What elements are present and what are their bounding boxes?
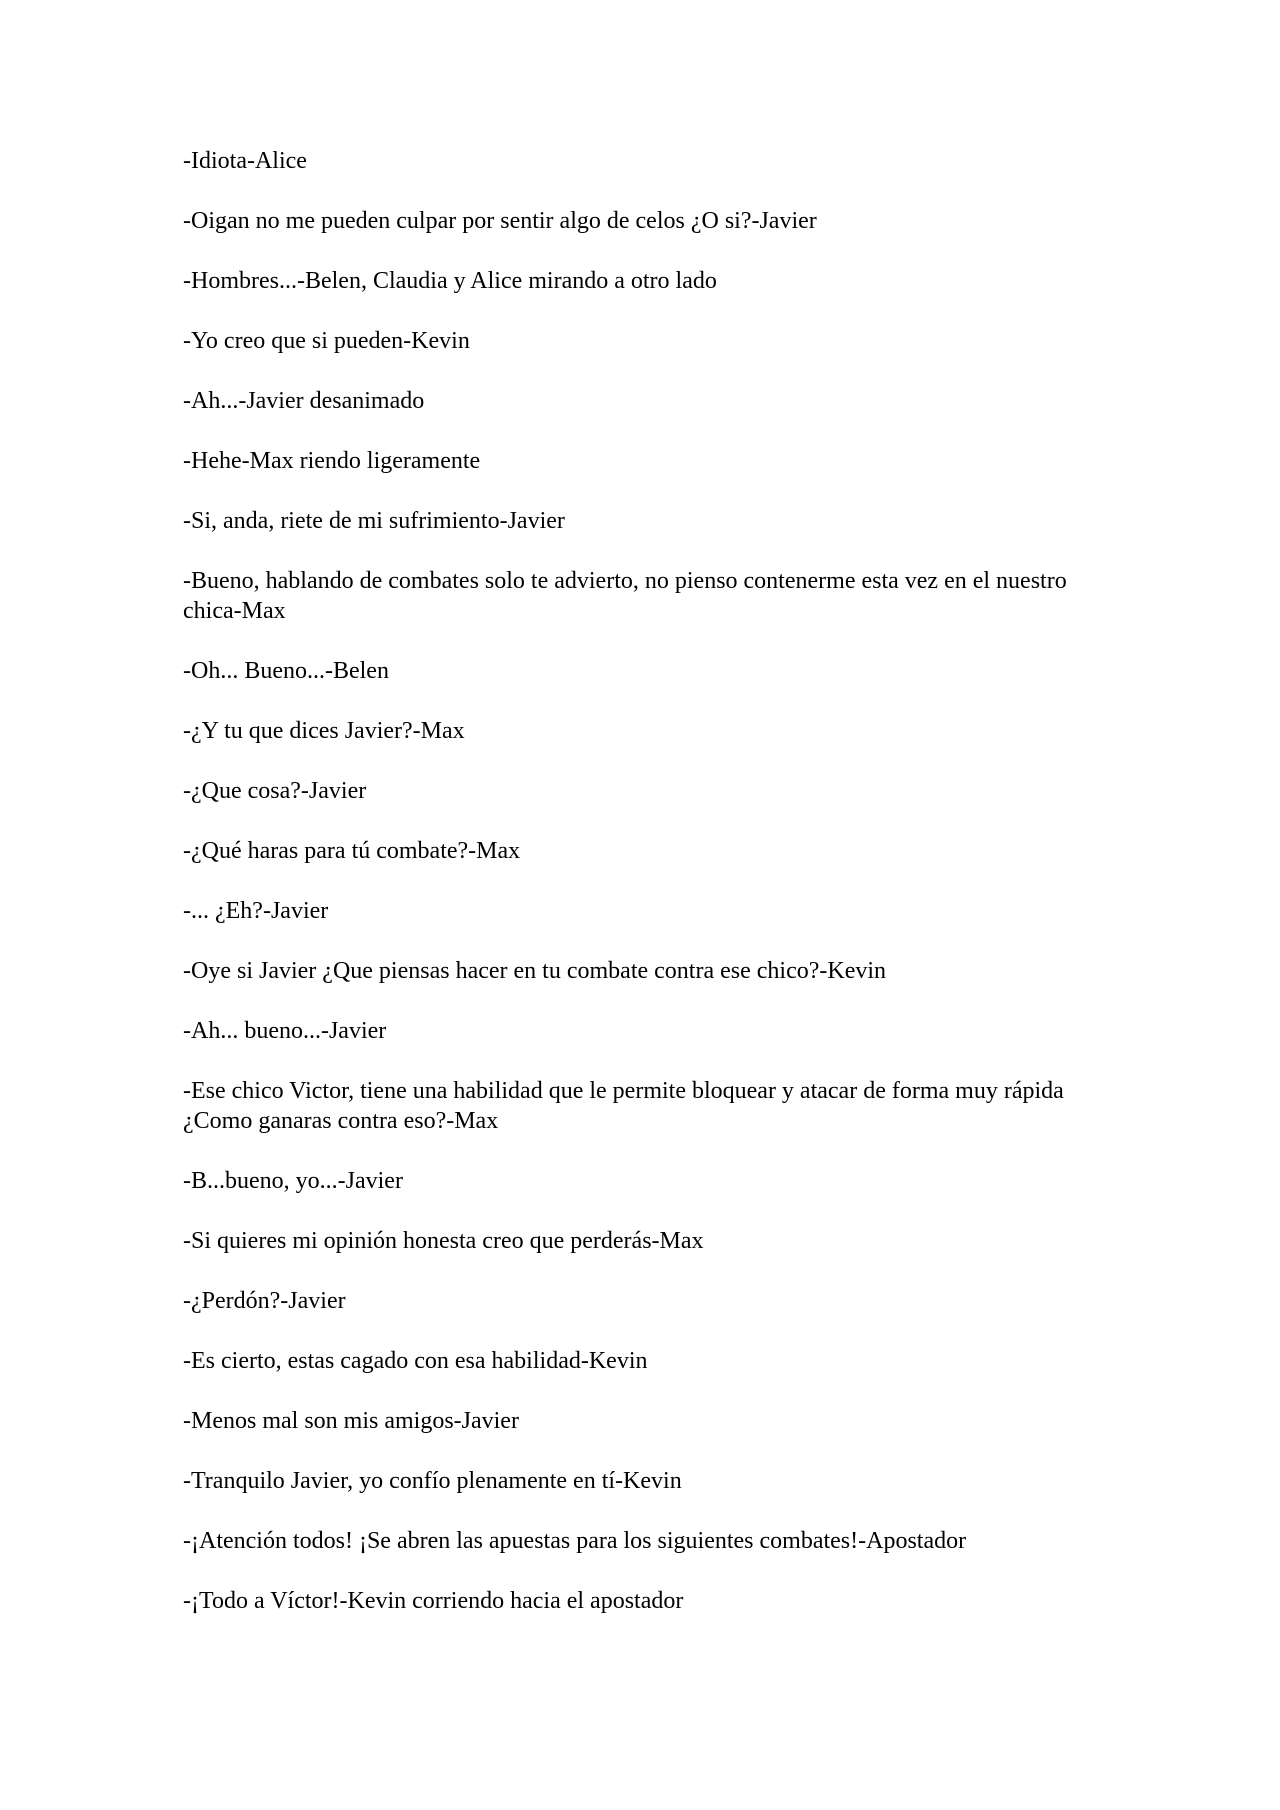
dialogue-line: -Oigan no me pueden culpar por sentir algo de celos ¿O si?-Javier	[183, 208, 817, 234]
dialogue-line: -Es cierto, estas cagado con esa habilidad-Kevin	[183, 1348, 648, 1374]
dialogue-text	[183, 146, 1083, 1646]
dialogue-line: -Oh... Bueno...-Belen	[183, 658, 389, 684]
dialogue-line: -Ah...-Javier desanimado	[183, 388, 425, 414]
dialogue-line: -Hombres...-Belen, Claudia y Alice mirando a otro lado	[183, 268, 717, 294]
dialogue-line: -Si, anda, riete de mi sufrimiento-Javier	[183, 508, 565, 534]
dialogue-line: -Ah... bueno...-Javier	[183, 1018, 387, 1044]
dialogue-line: -Si quieres mi opinión honesta creo que perderás-Max	[183, 1228, 704, 1254]
dialogue-line: -... ¿Eh?-Javier	[183, 898, 329, 924]
dialogue-line: -¿Y tu que dices Javier?-Max	[183, 718, 465, 744]
dialogue-line: -¡Todo a Víctor!-Kevin corriendo hacia el apostador	[183, 1588, 684, 1614]
dialogue-line: -¡Atención todos! ¡Se abren las apuestas para los siguientes combates!-Apostador	[183, 1528, 967, 1554]
dialogue-line: -Bueno, hablando de combates solo te advierto, no pienso contenerme esta vez en el nuestro chica-Max	[183, 568, 1067, 624]
dialogue-line: -B...bueno, yo...-Javier	[183, 1168, 403, 1194]
dialogue-line: -¿Qué haras para tú combate?-Max	[183, 838, 521, 864]
dialogue-line: -Tranquilo Javier, yo confío plenamente en tí-Kevin	[183, 1468, 682, 1494]
dialogue-line: -Ese chico Victor, tiene una habilidad que le permite bloquear y atacar de forma muy rápida ¿Como ganaras contra eso?-Max	[183, 1078, 1064, 1134]
dialogue-line: -Yo creo que si pueden-Kevin	[183, 328, 470, 354]
dialogue-line: -¿Que cosa?-Javier	[183, 778, 367, 804]
dialogue-line: -Oye si Javier ¿Que piensas hacer en tu combate contra ese chico?-Kevin	[183, 958, 887, 984]
dialogue-line: -Hehe-Max riendo ligeramente	[183, 448, 481, 474]
dialogue-line: -Menos mal son mis amigos-Javier	[183, 1408, 519, 1434]
dialogue-line: -Idiota-Alice	[183, 148, 307, 174]
dialogue-line: -¿Perdón?-Javier	[183, 1288, 346, 1314]
